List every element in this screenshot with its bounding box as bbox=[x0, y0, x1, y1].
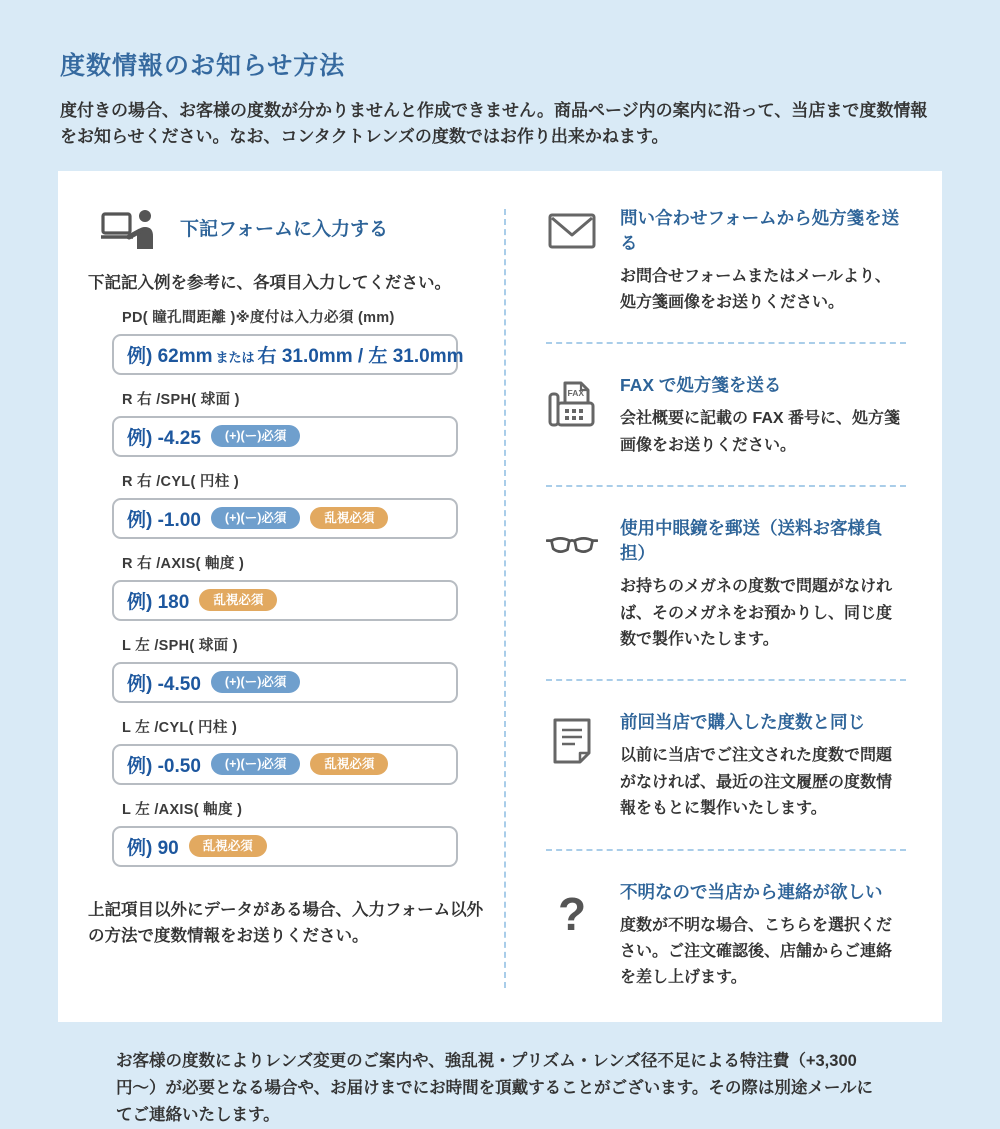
field-example-l-sph bbox=[112, 662, 458, 703]
sign-required-badge: (+)(ー)必須 bbox=[211, 425, 300, 448]
sign-required-badge: (+)(ー)必須 bbox=[211, 753, 300, 776]
field-example-text: 例) 180 bbox=[127, 591, 190, 613]
method-unknown-contact bbox=[546, 879, 906, 992]
method-body: 度数が不明な場合、こちらを選択ください。ご注文確認後、店舗からご連絡を差し上げます。 bbox=[620, 916, 893, 987]
method-heading: 使用中眼鏡を郵送（送料お客様負担） bbox=[620, 518, 883, 564]
page-title: 度数情報のお知らせ方法 bbox=[60, 52, 346, 80]
field-label-r-sph: R 右 /SPH( 球面 ) bbox=[122, 391, 240, 408]
astigmatism-required-badge: 乱視必須 bbox=[310, 507, 388, 530]
other-methods-column bbox=[506, 197, 942, 992]
field-label-l-axis: L 左 /AXIS( 軸度 ) bbox=[122, 801, 243, 818]
field-example-text: 例) 62mm または 右 31.0mm / 左 31.0mm bbox=[127, 345, 464, 367]
method-text bbox=[620, 709, 906, 822]
field-label-l-cyl: L 左 /CYL( 円柱 ) bbox=[122, 719, 238, 736]
field-example-r-cyl bbox=[112, 498, 458, 539]
astigmatism-required-badge: 乱視必須 bbox=[199, 589, 277, 612]
form-method-column bbox=[86, 197, 504, 992]
prescription-form-example bbox=[112, 306, 464, 867]
method-body: お持ちのメガネの度数で問題がなければ、そのメガネをお預かりし、同じ度数で製作いたします。 bbox=[620, 578, 893, 649]
sign-required-badge: (+)(ー)必須 bbox=[211, 507, 300, 530]
method-mail-glasses bbox=[546, 515, 906, 653]
method-text bbox=[620, 515, 906, 653]
method-heading: 前回当店で購入した度数と同じ bbox=[620, 712, 865, 733]
form-method-header bbox=[100, 207, 504, 249]
method-heading: FAX で処方箋を送る bbox=[620, 375, 782, 396]
field-example-text: 例) -1.00 bbox=[127, 509, 201, 531]
method-body: 以前に当店でご注文された度数で問題がなければ、最近の注文履歴の度数情報をもとに製作いたします。 bbox=[620, 747, 893, 818]
method-fax bbox=[546, 372, 906, 459]
field-label-l-sph: L 左 /SPH( 球面 ) bbox=[122, 637, 238, 654]
field-example-text: 例) -4.25 bbox=[127, 427, 201, 449]
method-text bbox=[620, 879, 906, 992]
person-at-computer-icon bbox=[100, 207, 158, 249]
method-body: 会社概要に記載の FAX 番号に、処方箋画像をお送りください。 bbox=[620, 410, 901, 454]
form-method-heading: 下記フォームに入力する bbox=[180, 219, 389, 241]
method-heading: 不明なので当店から連絡が欲しい bbox=[620, 881, 883, 902]
method-previous-order bbox=[546, 709, 906, 822]
envelope-icon bbox=[546, 205, 598, 317]
instructions-card bbox=[58, 171, 942, 1022]
field-example-text: 例) -0.50 bbox=[127, 755, 201, 777]
field-example-l-cyl bbox=[112, 744, 458, 785]
section-divider bbox=[546, 485, 906, 487]
glasses-icon bbox=[546, 515, 598, 653]
sign-required-badge: (+)(ー)必須 bbox=[211, 671, 300, 694]
form-instruction: 下記記入例を参考に、各項目入力してください。 bbox=[88, 273, 451, 292]
document-icon bbox=[546, 709, 598, 822]
fax-icon bbox=[546, 372, 598, 459]
field-example-text: 例) -4.50 bbox=[127, 673, 201, 695]
method-text bbox=[620, 372, 906, 459]
astigmatism-required-badge: 乱視必須 bbox=[189, 835, 267, 858]
section-divider bbox=[546, 849, 906, 851]
field-example-l-axis bbox=[112, 826, 458, 867]
field-example-r-axis bbox=[112, 580, 458, 621]
astigmatism-required-badge: 乱視必須 bbox=[310, 753, 388, 776]
field-example-text: 例) 90 bbox=[127, 837, 179, 859]
footer-note: お客様の度数によりレンズ変更のご案内や、強乱視・プリズム・レンズ径不足による特注費（+3,300 円〜）が必要となる場合や、お届けまでにお時間を頂戴することがございます。その際は別途メールにてご連絡いたします。 bbox=[116, 1051, 874, 1125]
method-heading: 問い合わせフォームから処方箋を送る bbox=[620, 207, 900, 253]
field-label-r-cyl: R 右 /CYL( 円柱 ) bbox=[122, 473, 239, 490]
method-contact-form bbox=[546, 205, 906, 317]
section-divider bbox=[546, 679, 906, 681]
field-example-pd bbox=[112, 334, 464, 375]
method-text bbox=[620, 205, 906, 317]
field-label-pd: PD( 瞳孔間距離 )※度付は入力必須 (mm) bbox=[122, 309, 395, 326]
method-body: お問合せフォームまたはメールより、処方箋画像をお送りください。 bbox=[620, 267, 891, 312]
intro-text: 度付きの場合、お客様の度数が分かりませんと作成できません。商品ページ内の案内に沿って、当店まで度数情報をお知らせください。なお、コンタクトレンズの度数ではお作り出来かねます。 bbox=[60, 101, 928, 147]
form-note: 上記項目以外にデータがある場合、入力フォーム以外の方法で度数情報をお送りください。 bbox=[88, 900, 484, 946]
svg-text:FAX: FAX bbox=[567, 388, 585, 399]
section-divider bbox=[546, 342, 906, 344]
field-label-r-axis: R 右 /AXIS( 軸度 ) bbox=[122, 555, 245, 572]
field-example-r-sph bbox=[112, 416, 458, 457]
question-mark-icon: ? bbox=[557, 887, 587, 940]
